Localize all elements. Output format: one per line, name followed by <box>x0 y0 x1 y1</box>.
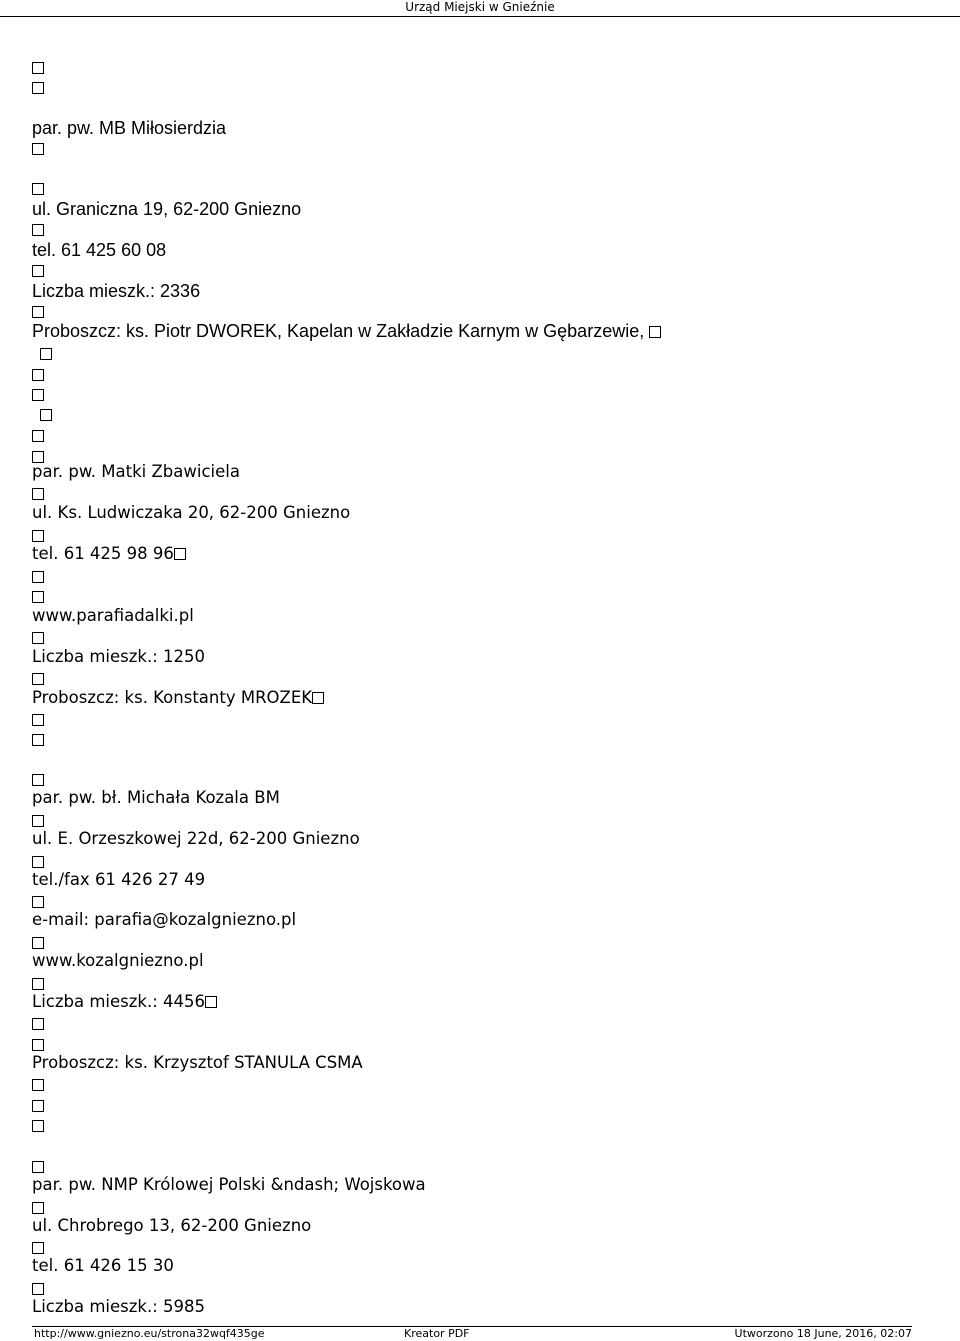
missing-glyph-box-icon <box>32 591 44 603</box>
placeholder-box-line <box>32 218 44 240</box>
placeholder-box-line <box>32 585 44 607</box>
text-line: Liczba mieszk.: 5985 <box>32 1297 206 1316</box>
missing-glyph-box-icon <box>174 548 186 560</box>
text-line: Proboszcz: ks. Konstanty MROZEK <box>32 687 324 709</box>
placeholder-box-line <box>32 667 44 689</box>
missing-glyph-box-icon <box>32 1242 44 1254</box>
missing-glyph-box-icon <box>32 774 44 786</box>
missing-glyph-box-icon <box>32 815 44 827</box>
placeholder-box-line <box>32 1114 44 1136</box>
missing-glyph-box-icon <box>32 224 44 236</box>
missing-glyph-box-icon <box>32 530 44 542</box>
missing-glyph-box-icon <box>32 82 44 94</box>
placeholder-box-line <box>32 177 44 199</box>
text-line: par. pw. Matki Zbawiciela <box>32 462 240 481</box>
missing-glyph-box-icon <box>32 896 44 908</box>
missing-glyph-box-icon <box>32 1018 44 1030</box>
missing-glyph-box-icon <box>32 714 44 726</box>
placeholder-box-line <box>32 259 44 281</box>
text-line: Liczba mieszk.: 2336 <box>32 281 201 301</box>
placeholder-box-line <box>32 1012 44 1034</box>
missing-glyph-box-icon <box>32 937 44 949</box>
page-header <box>0 0 960 17</box>
missing-glyph-box-icon <box>32 389 44 401</box>
missing-glyph-box-icon <box>32 571 44 583</box>
text-line: par. pw. MB Miłosierdzia <box>32 118 227 138</box>
text-line: ul. Graniczna 19, 62-200 Gniezno <box>32 199 302 219</box>
header-title: Urząd Miejski w Gnieźnie <box>405 0 555 14</box>
text-line: ul. E. Orzeszkowej 22d, 62-200 Gniezno <box>32 829 360 848</box>
footer-generator: Kreator PDF <box>404 1327 470 1340</box>
text-line: e-mail: parafia@kozalgniezno.pl <box>32 910 297 929</box>
missing-glyph-box-icon <box>32 62 44 74</box>
footer-created: Utworzono 18 June, 2016, 02:07 <box>734 1327 912 1340</box>
text-line: Liczba mieszk.: 1250 <box>32 647 206 666</box>
missing-glyph-box-icon <box>32 1202 44 1214</box>
placeholder-box-line <box>32 363 44 385</box>
text-line: ul. Ks. Ludwiczaka 20, 62-200 Gniezno <box>32 503 351 522</box>
placeholder-box-line <box>32 383 44 405</box>
missing-glyph-box-icon <box>32 369 44 381</box>
missing-glyph-box-icon <box>40 409 52 421</box>
missing-glyph-box-icon <box>32 430 44 442</box>
text-line: tel. 61 425 98 96 <box>32 543 186 565</box>
missing-glyph-box-icon <box>32 183 44 195</box>
missing-glyph-box-icon <box>312 692 324 704</box>
placeholder-box-line <box>32 424 44 446</box>
missing-glyph-box-icon <box>32 265 44 277</box>
text-line: www.parafiadalki.pl <box>32 606 194 625</box>
missing-glyph-box-icon <box>32 632 44 644</box>
text-line: Liczba mieszk.: 4456 <box>32 991 217 1013</box>
placeholder-box-line <box>32 137 44 159</box>
missing-glyph-box-icon <box>32 734 44 746</box>
placeholder-box-line <box>40 403 52 425</box>
placeholder-box-line <box>32 626 44 648</box>
missing-glyph-box-icon <box>32 1120 44 1132</box>
missing-glyph-box-icon <box>32 1161 44 1173</box>
footer-url[interactable]: http://www.gniezno.eu/strona32wqf435ge <box>34 1327 265 1340</box>
missing-glyph-box-icon <box>40 348 52 360</box>
placeholder-box-line <box>32 300 44 322</box>
placeholder-box-line <box>40 342 52 364</box>
missing-glyph-box-icon <box>32 143 44 155</box>
page-footer <box>32 1326 912 1341</box>
text-line: tel./fax 61 426 27 49 <box>32 870 206 889</box>
placeholder-box-line <box>32 728 44 750</box>
text-line: par. pw. NMP Królowej Polski &ndash; Wojskowa <box>32 1175 426 1194</box>
placeholder-box-line <box>32 56 44 78</box>
text-line: ul. Chrobrego 13, 62-200 Gniezno <box>32 1216 312 1235</box>
missing-glyph-box-icon <box>32 1100 44 1112</box>
missing-glyph-box-icon <box>649 326 661 338</box>
missing-glyph-box-icon <box>205 996 217 1008</box>
text-line: tel. 61 426 15 30 <box>32 1256 174 1275</box>
text-line: Proboszcz: ks. Piotr DWOREK, Kapelan w Zakładzie Karnym w Gębarzewie, <box>32 320 661 342</box>
text-line: www.kozalgniezno.pl <box>32 951 204 970</box>
placeholder-box-line <box>32 565 44 587</box>
text-line: par. pw. bł. Michała Kozala BM <box>32 788 280 807</box>
missing-glyph-box-icon <box>32 978 44 990</box>
missing-glyph-box-icon <box>32 1283 44 1295</box>
missing-glyph-box-icon <box>32 306 44 318</box>
text-line: Proboszcz: ks. Krzysztof STANULA CSMA <box>32 1053 363 1072</box>
placeholder-box-line <box>32 1073 44 1095</box>
placeholder-box-line <box>32 708 44 730</box>
missing-glyph-box-icon <box>32 856 44 868</box>
missing-glyph-box-icon <box>32 488 44 500</box>
missing-glyph-box-icon <box>32 673 44 685</box>
placeholder-box-line <box>32 1094 44 1116</box>
missing-glyph-box-icon <box>32 1039 44 1051</box>
placeholder-box-line <box>32 76 44 98</box>
text-line: tel. 61 425 60 08 <box>32 240 167 260</box>
missing-glyph-box-icon <box>32 1079 44 1091</box>
placeholder-box-line <box>32 482 44 504</box>
